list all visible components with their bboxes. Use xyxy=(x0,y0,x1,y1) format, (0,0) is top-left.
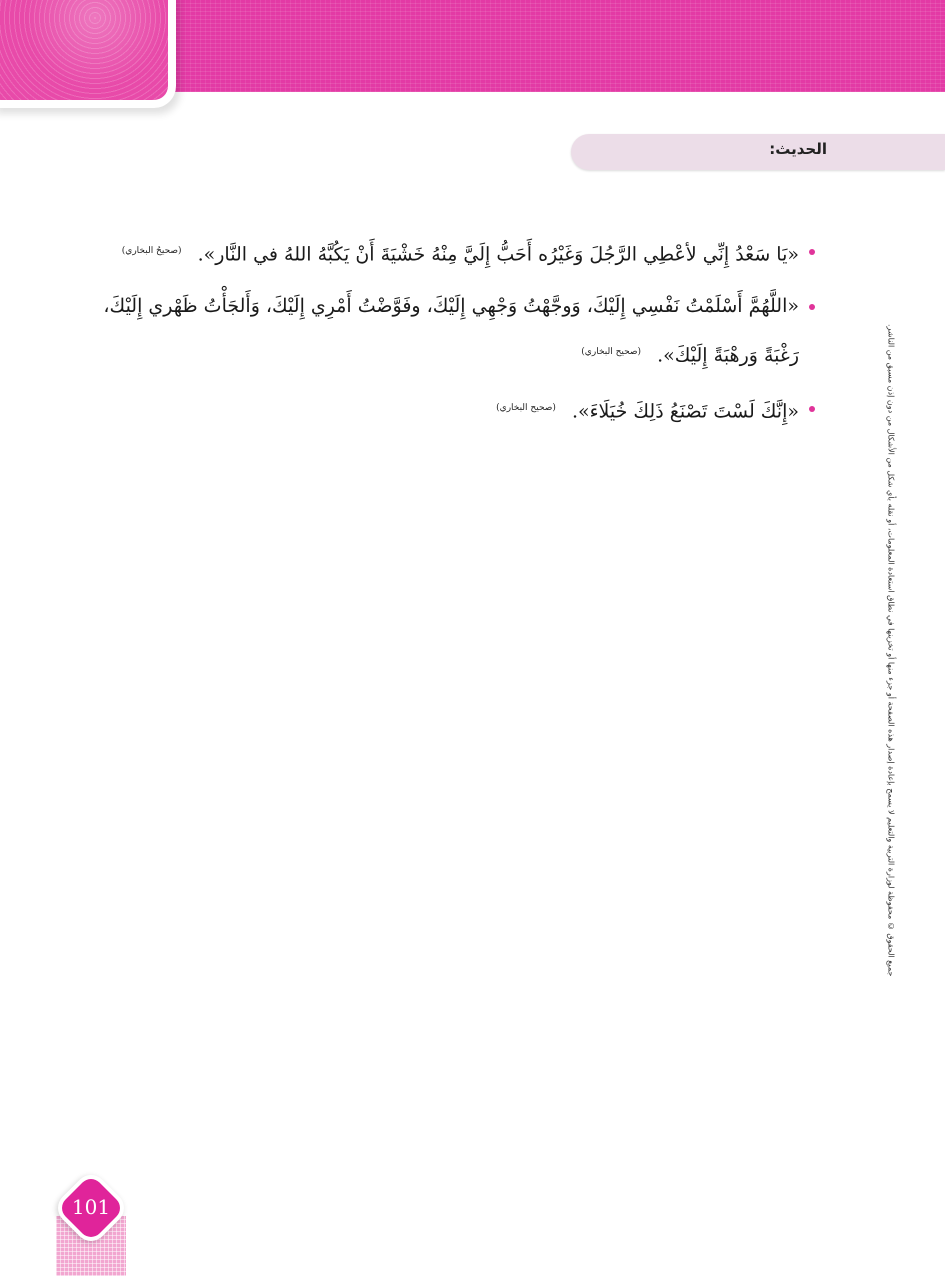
hadith-list xyxy=(80,228,815,440)
hadith-text: «اللَّهُمَّ أَسْلَمْتُ نَفْسِي إِلَيْكَ، وَوجَّهْتُ وَجْهِي إِلَيْكَ، وفَوَّضْتُ أَمْرِي إِلَيْكَ، وَأَلجَأْتُ ظَهْري إِلَيْكَ، رَغْبَةً وَرهْبَةً إِلَيْكَ». xyxy=(103,295,799,367)
hadith-source: (صحيح البخاري) xyxy=(581,347,642,358)
section-title: الحديث: xyxy=(769,140,827,158)
copyright-notice xyxy=(884,300,898,1000)
section-header xyxy=(571,134,945,170)
page-badge xyxy=(56,1178,126,1276)
hadith-source: (صحيحُ البخاري) xyxy=(121,246,182,256)
corner-decoration xyxy=(0,0,168,100)
copyright-text: جميع الحقوق © محفوظة لوزارة التربية والتعليم لا يسمح بإعادة إصدار هذه الصفحة أو جزء منها أو تخزينها في نطاق استعادة المعلومات، أو نقله بأي شكل من الأشكال من دون إذن مسبق من الناشر. xyxy=(886,323,896,977)
hadith-item xyxy=(80,228,815,277)
hadith-item xyxy=(80,283,815,378)
hadith-item xyxy=(80,385,815,434)
bullet-icon xyxy=(809,249,815,255)
hadith-source: (صحيح البخاري) xyxy=(496,402,556,413)
bullet-icon xyxy=(809,406,815,412)
hadith-text: «يَا سَعْدُ إِنِّي لأعْطِي الرَّجُلَ وَغَيْرُه أَحَبُّ إِلَيَّ مِنْهُ خَشْيَةَ أَنْ يَكُبَّهُ اللهُ في النَّار». xyxy=(197,243,799,266)
page-number: 101 xyxy=(71,1195,111,1219)
hadith-text: «إِنَّكَ لَسْتَ تَصْنَعُ ذَلِكَ خُيَلَاءَ». xyxy=(571,399,799,422)
bullet-icon xyxy=(809,304,815,310)
